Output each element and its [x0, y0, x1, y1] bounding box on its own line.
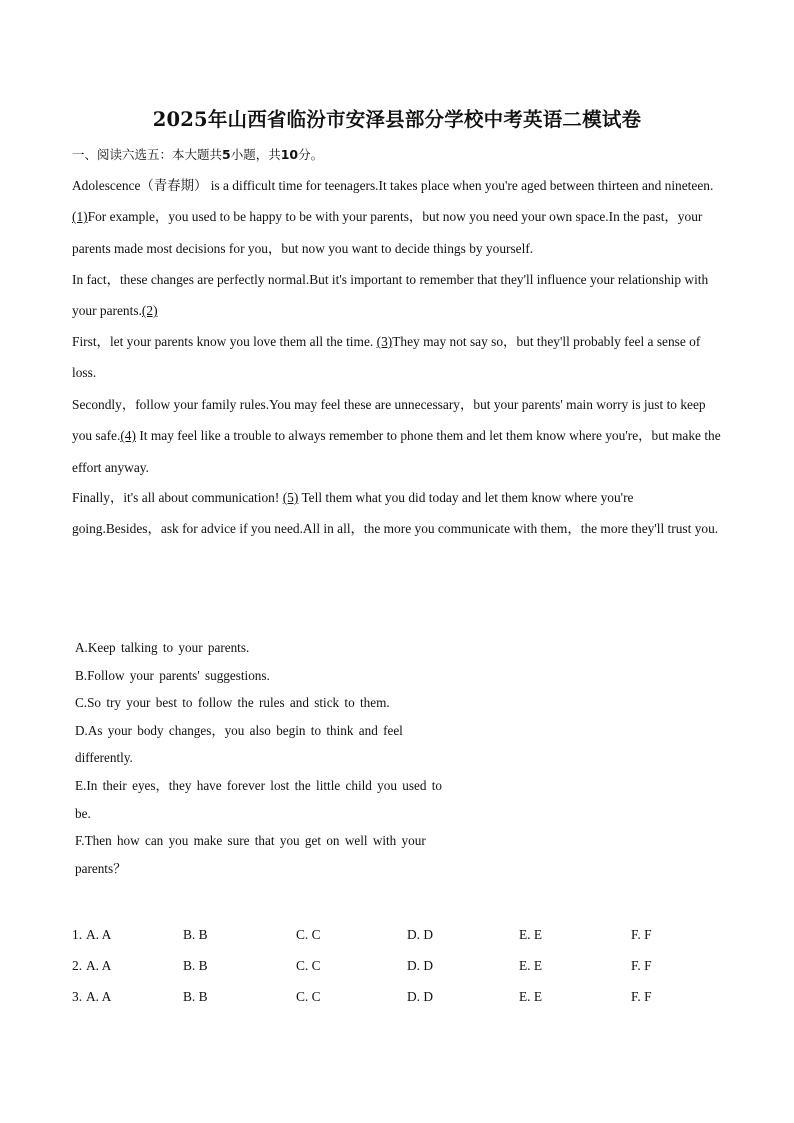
section-heading	[72, 145, 323, 163]
choice-f[interactable]: F. F	[631, 989, 652, 1004]
choice-c[interactable]: C. C	[296, 989, 321, 1004]
section-mid: 小题，共	[230, 147, 281, 162]
option-line: B.Follow your parents' suggestions.	[75, 667, 270, 683]
paragraph-text: For example，you used to be happy to be with your parents，but now you need your own space.In the past，your parents made most decisions for you，but now you want to decide things by yourself.	[72, 209, 703, 256]
option-line: parents？	[75, 860, 127, 876]
question-number: 1.	[72, 927, 83, 942]
choice-a[interactable]: A. A	[86, 927, 112, 942]
option-line: C.So try your best to follow the rules and stick to them.	[75, 695, 390, 711]
options-list	[75, 634, 505, 882]
question-row-1	[72, 927, 732, 947]
question-number: 3.	[72, 989, 83, 1004]
paragraph-text: Tell them what you did today and let them know where you're going.Besides，ask for advice if you need.All in all，the more you communicate with them，the more they'll trust you.	[72, 490, 719, 537]
choice-a[interactable]: A. A	[86, 989, 112, 1004]
section-prefix: 一、阅读六选五：本大题共	[72, 147, 223, 162]
paragraph-text: It may feel like a trouble to always remember to phone them and let them know where you're，but make the effort anyway.	[72, 428, 721, 475]
paragraph-text: Adolescence（青春期） is a difficult time for teenagers.It takes place when you're aged between thirteen and nineteen.	[72, 178, 714, 193]
option-line: differently.	[75, 750, 133, 766]
passage-paragraph-1	[72, 170, 724, 264]
choice-c[interactable]: C. C	[296, 958, 321, 973]
choice-f[interactable]: F. F	[631, 927, 652, 942]
option-line: A.Keep talking to your parents.	[75, 640, 250, 655]
section-suffix: 分。	[298, 147, 324, 162]
passage-paragraph-5	[72, 482, 724, 545]
blank-4: (4)	[120, 428, 136, 444]
passage-paragraph-4	[72, 389, 724, 483]
blank-2: (2)	[141, 303, 158, 319]
paragraph-text: They may not say so，but they'll probably feel a sense of loss.	[72, 334, 701, 381]
choice-d[interactable]: D. D	[407, 989, 434, 1004]
question-row-2	[72, 958, 732, 978]
question-number: 2.	[72, 958, 83, 973]
paragraph-text: Finally，it's all about communication!	[72, 490, 280, 505]
paragraph-text: In fact，these changes are perfectly normal.But it's important to remember that they'll influence your relationship with your parents.	[72, 272, 709, 319]
choice-e[interactable]: E. E	[519, 958, 543, 973]
choice-b[interactable]: B. B	[183, 927, 208, 942]
choice-d[interactable]: D. D	[407, 958, 434, 973]
choice-d[interactable]: D. D	[407, 927, 434, 942]
question-row-3	[72, 989, 732, 1009]
choice-b[interactable]: B. B	[183, 989, 208, 1004]
option-line: E.In their eyes，they have forever lost the little child you used to	[75, 777, 442, 793]
blank-3: (3)	[376, 334, 393, 349]
choice-c[interactable]: C. C	[296, 927, 321, 942]
section-count: 5	[222, 147, 231, 162]
choice-a[interactable]: A. A	[86, 958, 112, 973]
paragraph-text: Secondly，follow your family rules.You may feel these are unnecessary，but your parents' main worry is just to keep you safe.	[72, 397, 706, 444]
choice-e[interactable]: E. E	[519, 989, 543, 1004]
paragraph-text: First，let your parents know you love them all the time.	[72, 334, 374, 349]
page-title: 2025年山西省临汾市安泽县部分学校中考英语二模试卷	[152, 108, 642, 131]
choice-e[interactable]: E. E	[519, 927, 543, 942]
passage-paragraph-2	[72, 264, 724, 327]
blank-1: (1)	[72, 209, 88, 225]
passage-paragraph-3	[72, 326, 724, 389]
section-points: 10	[280, 147, 299, 162]
blank-5: (5)	[282, 490, 299, 505]
choice-b[interactable]: B. B	[183, 958, 208, 973]
option-line: D.As your body changes，you also begin to think and feel	[75, 722, 403, 738]
option-line: be.	[75, 805, 91, 821]
option-line: F.Then how can you make sure that you get on well with your	[75, 833, 426, 849]
choice-f[interactable]: F. F	[631, 958, 652, 973]
